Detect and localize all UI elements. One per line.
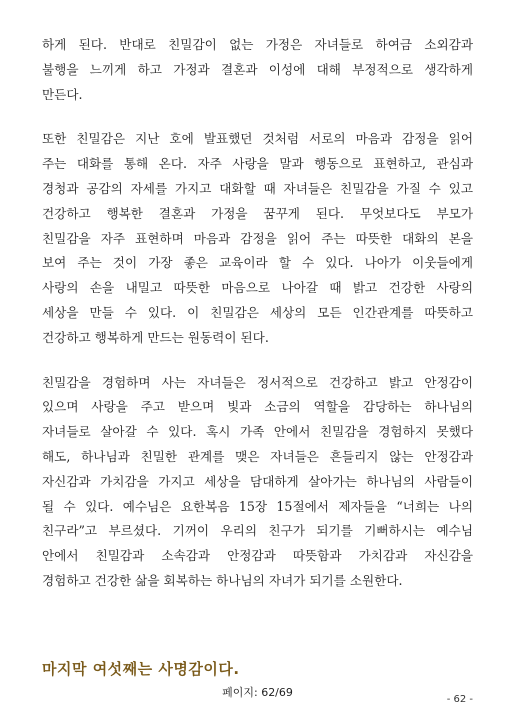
- page-indicator: 페이지: 62/69: [222, 686, 293, 699]
- text-line: 불행을 느끼게 하고 가정과 결혼과 이성에 대해 부정적으로 생각하게: [42, 61, 473, 77]
- text-line: 친구라”고 부르셨다. 기꺼이 우리의 친구가 되기를 기뻐하시는 예수님: [42, 523, 473, 539]
- paragraph-2: [42, 127, 473, 350]
- text-line: 경험하고 건강한 삶을 회복하는 하나님의 자녀가 되기를 소원한다.: [42, 572, 403, 588]
- text-line: 있으며 사랑을 주고 받으며 빛과 소금의 역할을 감당하는 하나님의: [42, 399, 473, 415]
- text-line: 친밀감을 자주 표현하며 마음과 감정을 읽어 주는 따뜻한 대화의 본을: [42, 230, 473, 246]
- text-line: 보여 주는 것이 가장 좋은 교육이라 할 수 있다. 나아가 이웃들에게: [42, 255, 473, 271]
- text-line: 해도, 하나님과 친밀한 관계를 맺은 자녀들은 흔들리지 않는 안정감과: [42, 448, 473, 464]
- text-line: 건강하고 행복한 결혼과 가정을 꿈꾸게 된다. 무엇보다도 부모가: [42, 205, 473, 221]
- paragraph-3: [42, 371, 473, 594]
- text-line: 안에서 친밀감과 소속감과 안정감과 따뜻함과 가치감과 자신감을: [42, 548, 473, 564]
- text-line: 자신감과 가치감을 가지고 세상을 담대하게 살아가는 하나님의 사람들이: [42, 473, 473, 489]
- text-line: 건강하고 행복하게 만드는 원동력이 된다.: [42, 329, 269, 345]
- text-line: 자녀들로 살아갈 수 있다. 혹시 가족 안에서 친밀감을 경험하지 못했다: [42, 424, 473, 440]
- page-number: - 62 -: [446, 694, 473, 705]
- body-text: [42, 33, 473, 614]
- text-line: 사랑의 손을 내밀고 따뜻한 마음으로 나아갈 때 밝고 건강한 사랑의: [42, 280, 473, 296]
- text-line: 또한 친밀감은 지난 호에 발표했던 것처럼 서로의 마음과 감정을 읽어: [42, 131, 473, 147]
- text-line: 만든다.: [42, 86, 83, 102]
- text-line: 친밀감을 경험하며 사는 자녀들은 정서적으로 건강하고 밝고 안정감이: [42, 374, 473, 390]
- text-line: 하게 된다. 반대로 친밀감이 없는 가정은 자녀들로 하여금 소외감과: [42, 37, 473, 52]
- text-line: 세상을 만들 수 있다. 이 친밀감은 세상의 모든 인간관계를 따뜻하고: [42, 304, 473, 320]
- section-heading: 마지막 여섯째는 사명감이다.: [42, 660, 240, 678]
- paragraph-1: [42, 33, 473, 107]
- text-line: 주는 대화를 통해 온다. 자주 사랑을 말과 행동으로 표현하고, 관심과: [42, 156, 473, 172]
- text-line: 될 수 있다. 예수님은 요한복음 15장 15절에서 제자들을 “너희는 나의: [42, 498, 473, 514]
- text-line: 경청과 공감의 자세를 가지고 대화할 때 자녀들은 친밀감을 가질 수 있고: [42, 180, 473, 196]
